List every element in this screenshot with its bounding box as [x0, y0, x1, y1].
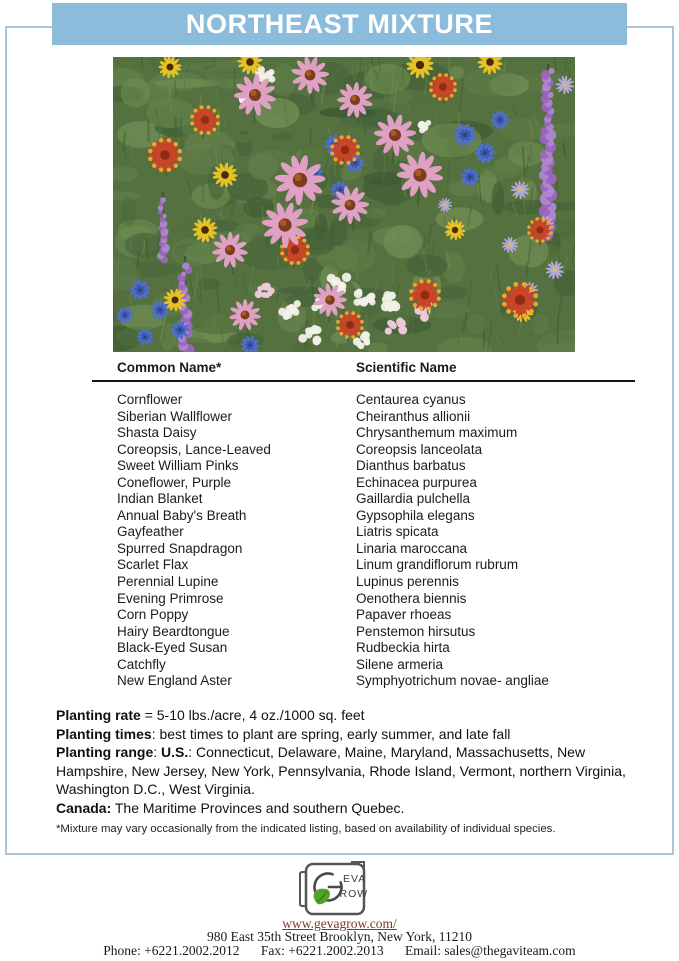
table-row: [92, 591, 635, 608]
common-name-cell: Coreopsis, Lance-Leaved: [117, 441, 271, 457]
planting-line: [56, 725, 636, 744]
table-row: [92, 475, 635, 492]
table-row: [92, 541, 635, 558]
scientific-name-cell: Chrysanthemum maximum: [356, 425, 518, 441]
website-link[interactable]: www.gevagrow.com/: [282, 916, 397, 931]
table-row: [92, 442, 635, 459]
common-name-cell: Indian Blanket: [117, 491, 203, 507]
common-name-cell: Coneflower, Purple: [117, 474, 232, 490]
scientific-name-cell: Dianthus barbatus: [356, 458, 466, 474]
species-table-rows: [92, 392, 635, 690]
fax-text: Fax: +6221.2002.2013: [260, 942, 384, 958]
title-banner: [52, 3, 627, 45]
planting-text-segment: Planting range: [56, 744, 154, 761]
scientific-name-cell: Penstemon hirsutus: [356, 623, 476, 639]
scientific-name-cell: Papaver rhoeas: [356, 607, 452, 623]
common-name-cell: Evening Primrose: [117, 590, 224, 606]
planting-text-segment: :: [153, 744, 162, 761]
planting-text-segment: Planting rate: [56, 707, 141, 723]
common-name-cell: Cornflower: [117, 392, 183, 407]
planting-text-segment: Canada:: [56, 799, 112, 816]
table-row: [92, 557, 635, 574]
planting-text-segment: U.S.: [161, 744, 189, 761]
scientific-name-cell: Gaillardia pulchella: [356, 491, 471, 507]
logo-text-eva: EVA: [343, 873, 367, 885]
species-table: [92, 360, 635, 690]
scientific-name-cell: Centaurea cyanus: [356, 392, 466, 407]
scientific-name-cell: Silene armeria: [356, 656, 444, 672]
common-name-cell: Hairy Beardtongue: [117, 623, 230, 639]
scientific-name-cell: Symphyotrichum novae- angliae: [356, 673, 549, 689]
table-row: [92, 673, 635, 690]
common-name-cell: Siberian Wallflower: [117, 408, 233, 424]
gevagrow-logo-graphic: [296, 860, 376, 918]
footer: [0, 917, 679, 957]
email-text: Email: sales@thegaviteam.com: [405, 942, 576, 958]
scientific-name-cell: Echinacea purpurea: [356, 474, 477, 490]
planting-text-segment: : Connecticut, Delaware, Maine, Maryland, Massachusetts, New Hampshire, New Jersey, New York, Pennsylvania, Rhode Island, Vermont, northern Virginia, Washington D.C., West Virginia.: [56, 744, 626, 798]
table-row: [92, 425, 635, 442]
phone-text: Phone: +6221.2002.2012: [103, 942, 240, 958]
scientific-name-cell: Gypsophila elegans: [356, 507, 475, 523]
scientific-name-cell: Linaria maroccana: [356, 540, 468, 556]
address-line: 980 East 35th Street Brooklyn, New York, 11210: [207, 929, 472, 945]
scientific-name-cell: Lupinus perennis: [356, 574, 459, 590]
planting-text-segment: : best times to plant are spring, early summer, and late fall: [151, 725, 511, 742]
table-row: [92, 524, 635, 541]
common-name-cell: Gayfeather: [117, 524, 184, 540]
scientific-name-cell: Rudbeckia hirta: [356, 640, 450, 656]
common-name-cell: Annual Baby's Breath: [117, 507, 247, 523]
table-row: [92, 624, 635, 641]
logo-text-row: ROW: [339, 888, 369, 900]
website-line: [0, 917, 679, 930]
common-name-cell: Catchfly: [117, 656, 166, 672]
page-title: NORTHEAST MIXTURE: [185, 8, 494, 39]
scientific-name-cell: Cheiranthus allionii: [356, 408, 471, 424]
gevagrow-logo: [296, 860, 376, 918]
planting-line: [56, 743, 636, 799]
table-row: [92, 392, 635, 409]
table-row: [92, 640, 635, 657]
common-name-cell: Corn Poppy: [117, 607, 189, 623]
planting-info: [56, 706, 636, 818]
table-row: [92, 409, 635, 426]
scientific-name-cell: Liatris spicata: [356, 524, 439, 540]
planting-text-segment: The Maritime Provinces and southern Quebec.: [111, 799, 405, 816]
table-row: [92, 574, 635, 591]
common-name-cell: Shasta Daisy: [117, 425, 197, 441]
wildflower-photo: [113, 57, 575, 352]
planting-line: [56, 706, 636, 725]
common-name-cell: Perennial Lupine: [117, 574, 219, 590]
planting-text-segment: = 5-10 lbs./acre, 4 oz./1000 sq. feet: [140, 707, 365, 723]
common-name-cell: Scarlet Flax: [117, 557, 189, 573]
scientific-name-header: Scientific Name: [356, 360, 457, 375]
species-table-header: [92, 360, 635, 382]
common-name-header: Common Name*: [117, 360, 222, 375]
common-name-cell: Black-Eyed Susan: [117, 640, 228, 656]
table-row: [92, 508, 635, 525]
contact-line: [0, 944, 679, 957]
common-name-cell: New England Aster: [117, 673, 232, 689]
scientific-name-cell: Oenothera biennis: [356, 590, 467, 606]
table-row: [92, 491, 635, 508]
common-name-cell: Spurred Snapdragon: [117, 540, 243, 556]
table-row: [92, 657, 635, 674]
table-row: [92, 458, 635, 475]
planting-text-segment: Planting times: [56, 725, 152, 742]
scientific-name-cell: Coreopsis lanceolata: [356, 441, 483, 457]
mixture-footnote: *Mixture may vary occasionally from the indicated listing, based on availability of individual species.: [56, 823, 556, 835]
scientific-name-cell: Linum grandiflorum rubrum: [356, 557, 519, 573]
planting-line: [56, 799, 636, 818]
common-name-cell: Sweet William Pinks: [117, 458, 239, 474]
wildflower-meadow-graphic: [113, 57, 575, 352]
table-row: [92, 607, 635, 624]
